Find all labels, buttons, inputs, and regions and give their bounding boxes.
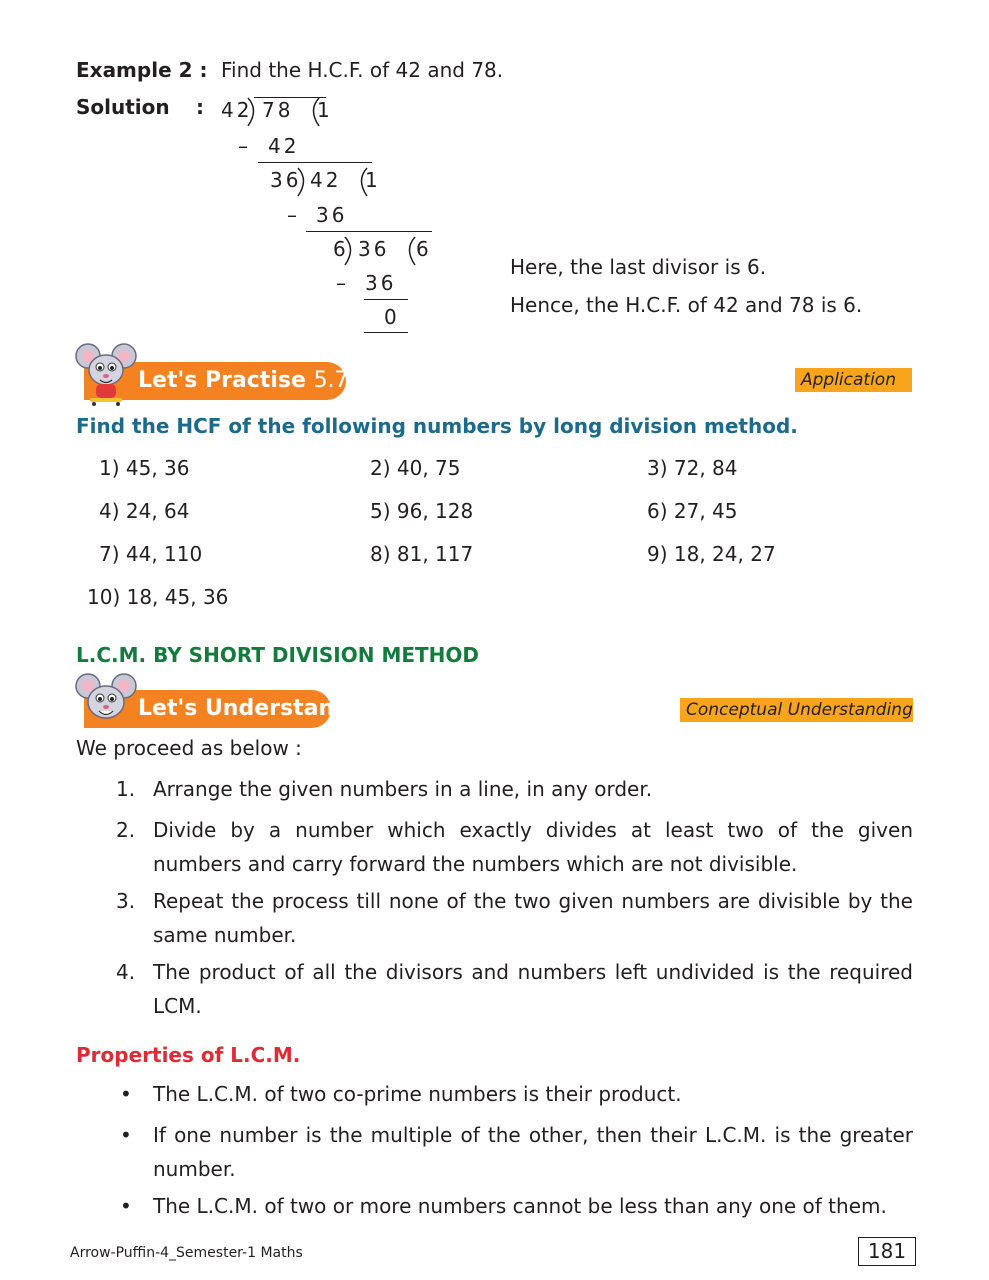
practise-badge-number: 5.7	[313, 368, 349, 393]
step-text: The product of all the divisors and numbers left undivided is the required LCM.	[153, 960, 913, 1018]
step-text: Arrange the given numbers in a line, in any order.	[153, 777, 653, 801]
bullet-icon: •	[120, 1123, 132, 1147]
exercise-item: 3) 72, 84	[647, 456, 738, 480]
division-subtract: 36	[365, 271, 397, 295]
division-line	[364, 299, 408, 300]
properties-heading: Properties of L.C.M.	[76, 1043, 301, 1067]
solution-conclusion: Hence, the H.C.F. of 42 and 78 is 6.	[510, 293, 863, 317]
exercise-item: 5) 96, 128	[370, 499, 474, 523]
step-number: 4.	[116, 960, 136, 984]
division-quotient: 1	[317, 98, 333, 122]
step-text: Repeat the process till none of the two given numbers are divisible by the same number.	[153, 889, 913, 947]
example-question: Find the H.C.F. of 42 and 78.	[221, 58, 504, 82]
exercise-item: 8) 81, 117	[370, 542, 474, 566]
bullet-icon: •	[120, 1082, 132, 1106]
step-text: Divide by a number which exactly divides at least two of the given numbers and carry forward the numbers which are not divisible.	[153, 818, 913, 876]
division-divisor: 36	[270, 168, 302, 192]
exercise-item: 7) 44, 110	[99, 542, 203, 566]
division-subtract: 42	[268, 134, 300, 158]
division-bracket	[246, 96, 260, 128]
application-tag: Application	[795, 368, 912, 392]
exercise-item: 10) 18, 45, 36	[87, 585, 229, 609]
property-item: If one number is the multiple of the other, then their L.C.M. is the greater number.	[153, 1123, 913, 1181]
division-line	[306, 231, 432, 232]
exercise-item: 9) 18, 24, 27	[647, 542, 776, 566]
step-number: 1.	[116, 777, 136, 801]
footer-book-title: Arrow-Puffin-4_Semester-1 Maths	[70, 1245, 303, 1261]
division-dividend: 36	[358, 237, 390, 261]
division-subtract: 36	[316, 203, 348, 227]
division-quotient: 1	[365, 168, 381, 192]
step-number: 3.	[116, 889, 136, 913]
division-quotient: 6	[416, 237, 432, 261]
division-divisor: 42	[221, 98, 253, 122]
property-item: The L.C.M. of two or more numbers cannot be less than any one of them.	[153, 1194, 887, 1218]
practise-badge-label: Let's Practise	[138, 368, 306, 393]
lcm-intro: We proceed as below :	[76, 736, 302, 760]
division-line	[364, 332, 408, 333]
property-item: The L.C.M. of two co-prime numbers is their product.	[153, 1082, 682, 1106]
exercise-item: 4) 24, 64	[99, 499, 190, 523]
example-label: Example 2 :	[76, 58, 208, 82]
step-number: 2.	[116, 818, 136, 842]
exercise-item: 6) 27, 45	[647, 499, 738, 523]
lcm-heading: L.C.M. BY SHORT DIVISION METHOD	[76, 643, 479, 667]
division-bracket	[343, 235, 357, 267]
understand-badge-label: Let's Understand	[138, 696, 350, 721]
division-minus: –	[336, 271, 349, 295]
division-dividend: 42	[310, 168, 342, 192]
page-number: 181	[858, 1237, 916, 1266]
division-bracket	[296, 166, 310, 198]
division-dividend: 78	[262, 98, 294, 122]
exercise-item: 2) 40, 75	[370, 456, 461, 480]
mouse-mascot-icon	[74, 670, 138, 728]
division-remainder: 0	[384, 305, 400, 329]
bullet-icon: •	[120, 1194, 132, 1218]
mouse-mascot-icon	[74, 340, 138, 406]
solution-label: Solution	[76, 95, 170, 119]
division-quotient-bracket	[403, 235, 417, 267]
division-line	[258, 162, 372, 163]
solution-colon: :	[196, 95, 204, 119]
exercise-item: 1) 45, 36	[99, 456, 190, 480]
practise-instruction: Find the HCF of the following numbers by long division method.	[76, 414, 798, 438]
division-divisor: 6	[333, 237, 349, 261]
conceptual-tag: Conceptual Understanding	[680, 698, 913, 722]
solution-note: Here, the last divisor is 6.	[510, 255, 767, 279]
division-minus: –	[287, 203, 300, 227]
division-minus: –	[238, 134, 251, 158]
